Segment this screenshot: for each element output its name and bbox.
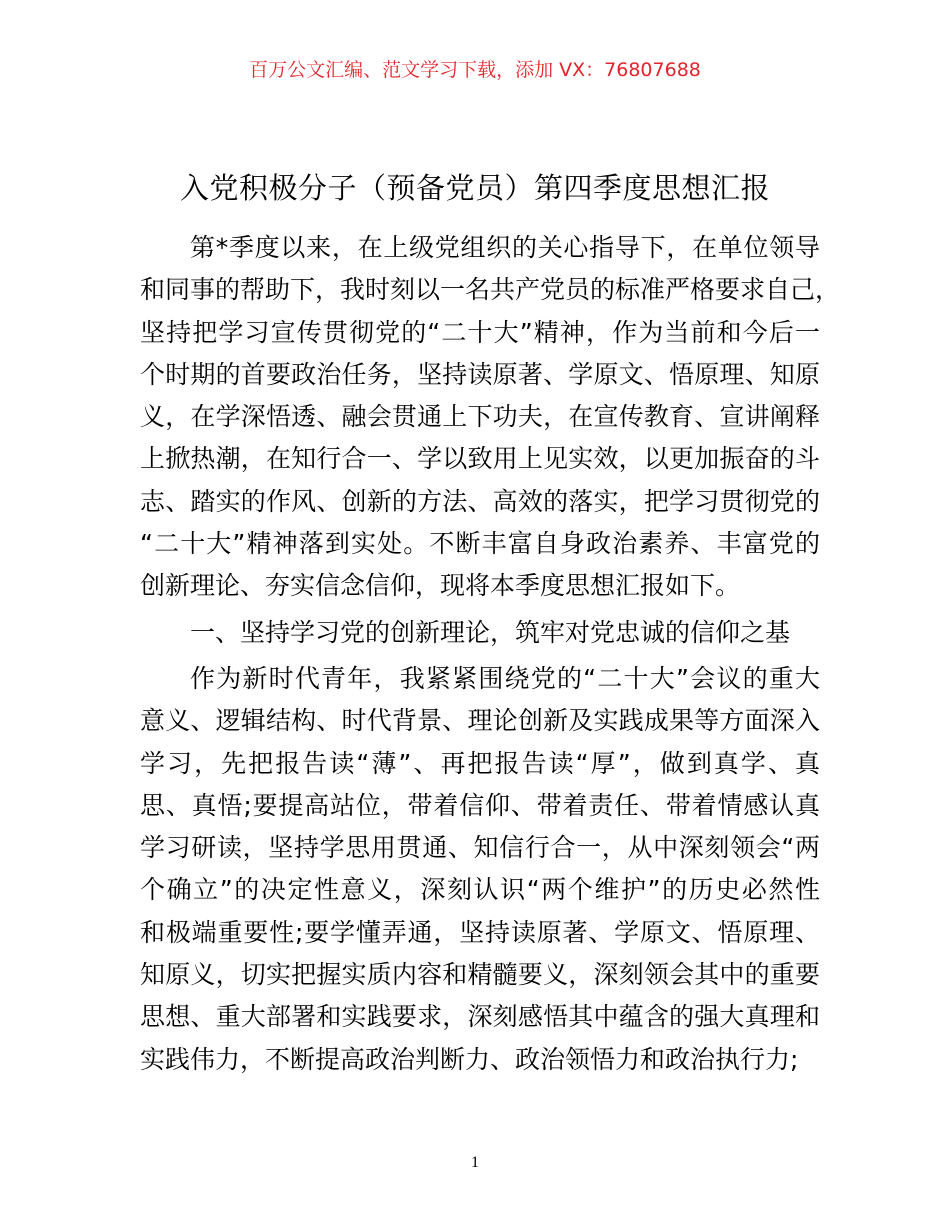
text-line: 思想、重大部署和实践要求，深刻感悟其中蕴含的强大真理和 <box>140 1002 820 1032</box>
text-line: 志、踏实的作风、创新的方法、高效的落实，把学习贯彻党的 <box>140 486 820 516</box>
document-title: 入党积极分子（预备党员）第四季度思想汇报 <box>179 171 770 205</box>
text-line: 学习，先把报告读“薄”、再把报告读“厚”，做到真学、真 <box>140 748 820 778</box>
text-line: 实践伟力，不断提高政治判断力、政治领悟力和政治执行力; <box>140 1044 799 1074</box>
text-line: 意义、逻辑结构、时代背景、理论创新及实践成果等方面深入 <box>140 706 820 736</box>
text-line: 个时期的首要政治任务，坚持读原著、学原文、悟原理、知原 <box>140 359 820 389</box>
paragraph-section-1 <box>140 658 820 1081</box>
text-line: 义，在学深悟透、融会贯通上下功夫，在宣传教育、宣讲阐释 <box>140 402 820 432</box>
text-line: 和同事的帮助下，我时刻以一名共产党员的标准严格要求自己， <box>140 275 841 305</box>
text-line: 作为新时代青年，我紧紧围绕党的“二十大”会议的重大 <box>190 663 820 693</box>
section-heading: 一、坚持学习党的创新理论，筑牢对党忠诚的信仰之基 <box>190 617 791 647</box>
text-line: 个确立”的决定性意义，深刻认识“两个维护”的历史必然性 <box>140 875 820 905</box>
text-line: “二十大”精神落到实处。不断丰富自身政治素养、丰富党的 <box>140 529 820 559</box>
text-line: 第*季度以来，在上级党组织的关心指导下，在单位领导 <box>190 233 820 262</box>
paragraph-intro <box>140 227 841 608</box>
text-line: 知原义，切实把握实质内容和精髓要义，深刻领会其中的重要 <box>140 960 820 990</box>
text-line: 学习研读，坚持学思用贯通、知信行合一，从中深刻领会“两 <box>140 833 820 863</box>
text-line: 上掀热潮，在知行合一、学以致用上见实效，以更加振奋的斗 <box>140 444 820 474</box>
text-line: 创新理论、夯实信念信仰，现将本季度思想汇报如下。 <box>140 571 741 601</box>
text-line: 和极端重要性;要学懂弄通，坚持读原著、学原文、悟原理、 <box>140 917 820 947</box>
text-line: 思、真悟;要提高站位，带着信仰、带着责任、带着情感认真 <box>140 790 820 820</box>
watermark-banner: 百万公文汇编、范文学习下载，添加 VX：76807688 <box>249 59 701 81</box>
text-line: 坚持把学习宣传贯彻党的“二十大”精神，作为当前和今后一 <box>140 317 820 347</box>
document-body <box>140 227 841 1081</box>
page-number: 1 <box>471 1154 479 1171</box>
